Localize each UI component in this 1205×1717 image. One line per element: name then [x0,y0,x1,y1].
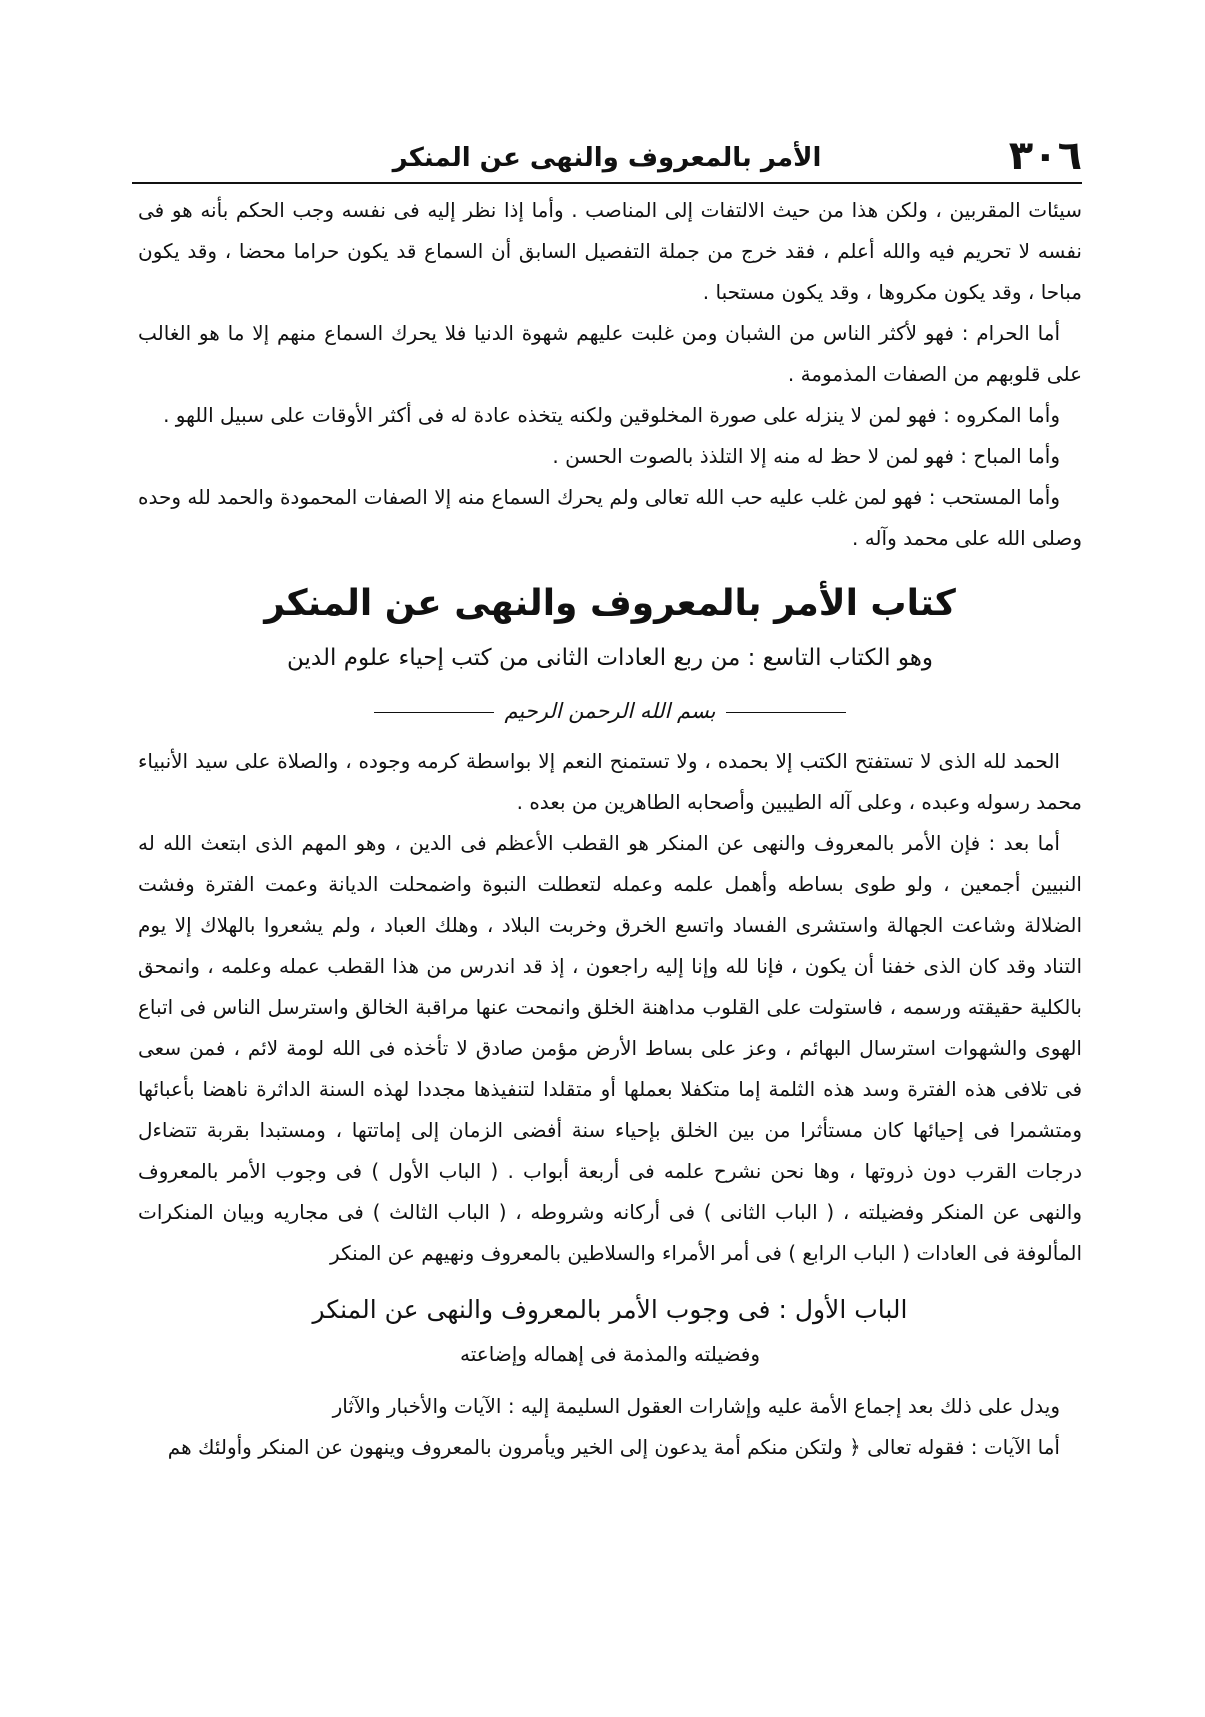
running-title: الأمر بالمعروف والنهى عن المنكر [392,143,822,173]
basmala-flourish-left [374,712,494,713]
basmala-text: بسم الله الرحمن الرحيم [504,699,716,723]
paragraph-mustahab: وأما المستحب : فهو لمن غلب عليه حب الله تعالى ولم يحرك السماع منه إلا الصفات المحمودة والحمد لله وحده وصلى الله على محمد وآله . [138,485,1082,550]
header-rule [132,182,1082,184]
paragraph-opening-praise: الحمد لله الذى لا تستفتح الكتب إلا بحمده ، ولا تستمنح النعم إلا بواسطة كرمه وجوده ، والصلاة على سيد الأنبياء محمد رسوله وعبده ، وعلى آله الطيبين وأصحابه الطاهرين من بعده . [138,749,1082,814]
paragraph-music-conclusion: سيئات المقربين ، ولكن هذا من حيث الالتفات إلى المناصب . وأما إذا نظر إليه فى نفسه وجب الحكم بأنه هو فى نفسه لا تحريم فيه والله أعلم ، فقد خرج من جملة التفصيل السابق أن السماع قد يكون حراما محضا ، وقد يكون مباحا ، وقد يكون مكروها ، وقد يكون مستحبا . [138,198,1082,304]
main-text [138,190,1082,1468]
page-number: ٣٠٦ [1008,133,1082,179]
basmala [138,687,1082,735]
book-title: كتاب الأمر بالمعروف والنهى عن المنكر [264,583,956,624]
paragraph-verses: أما الآيات : فقوله تعالى ﴿ ولتكن منكم أمة يدعون إلى الخير ويأمرون بالمعروف وينهون عن المنكر وأولئك هم [167,1435,1060,1459]
basmala-flourish [726,712,846,713]
book-subtitle: وهو الكتاب التاسع : من ربع العادات الثانى من كتب إحياء علوم الدين [287,645,933,671]
chapter-subheading: وفضيلته والمذمة فى إهماله وإضاعته [460,1342,760,1366]
paragraph-evidence: ويدل على ذلك بعد إجماع الأمة عليه وإشارات العقول السليمة إليه : الآيات والأخبار والآثار [332,1394,1060,1418]
paragraph-makruh: وأما المكروه : فهو لمن لا ينزله على صورة المخلوقين ولكنه يتخذه عادة له فى أكثر الأوقات على سبيل اللهو . [163,403,1060,427]
paragraph-amma-bad: أما بعد : فإن الأمر بالمعروف والنهى عن المنكر هو القطب الأعظم فى الدين ، وهو المهم الذى ابتعث الله له النبيين أجمعين ، ولو طوى بساطه وأهمل علمه وعمله لتعطلت النبوة واضمحلت الديانة وعمت الفترة وفشت الضلالة وشاعت الجهالة واستشرى الفساد واتسع الخرق وخربت البلاد ، وهلك العباد ، ولم يشعروا بالهلاك إلا يوم التناد وقد كان الذى خفنا أن يكون ، فإنا لله وإنا إليه راجعون ، إذ قد اندرس من هذا القطب عمله وعلمه ، وانمحق بالكلية حقيقته ورسمه ، فاستولت على القلوب مداهنة الخلق وانمحت عنها مراقبة الخالق واسترسل الناس فى اتباع الهوى والشهوات استرسال البهائم ، وعز على بساط الأرض مؤمن صادق لا تأخذه فى الله لومة لائم ، فمن سعى فى تلافى هذه الفترة وسد هذه الثلمة إما متكفلا بعملها أو متقلدا لتنفيذها مجددا لهذه السنة الداثرة ناهضا بأعبائها ومتشمرا فى إحيائها كان مستأثرا من بين الخلق بإحياء سنة أفضى الزمان إلى إماتتها ، ومستبدا بقربة تتضاءل درجات القرب دون ذروتها ، وها نحن نشرح علمه فى أربعة أبواب . ( الباب الأول ) فى وجوب الأمر بالمعروف والنهى عن المنكر وفضيلته ، ( الباب الثانى ) فى أركانه وشروطه ، ( الباب الثالث ) فى مجاريه وبيان المنكرات المألوفة فى العادات ( الباب الرابع ) فى أمر الأمراء والسلاطين بالمعروف ونهيهم عن المنكر [138,831,1082,1265]
paragraph-mubah: وأما المباح : فهو لمن لا حظ له منه إلا التلذذ بالصوت الحسن . [552,444,1060,468]
paragraph-haram: أما الحرام : فهو لأكثر الناس من الشبان ومن غلبت عليهم شهوة الدنيا فلا يحرك السماع منهم إلا ما هو الغالب على قلوبهم من الصفات المذمومة . [138,321,1082,386]
chapter-heading: الباب الأول : فى وجوب الأمر بالمعروف والنهى عن المنكر [312,1295,908,1324]
